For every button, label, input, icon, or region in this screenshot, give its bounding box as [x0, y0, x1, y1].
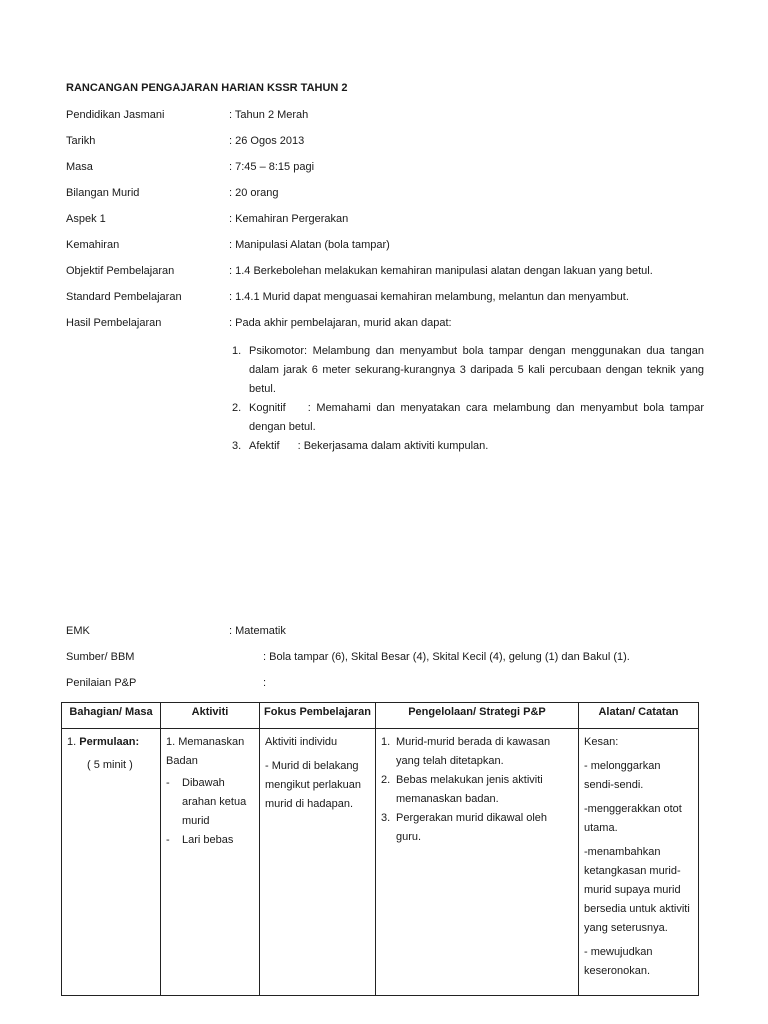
list-item	[230, 437, 704, 456]
note-line: - mewujudkan keseronokan.	[584, 946, 653, 977]
field-row	[66, 291, 726, 307]
note-line: Kesan:	[584, 736, 619, 748]
list-number: 1.	[232, 345, 242, 357]
list-item	[381, 733, 573, 771]
field-label: Sumber/ BBM	[66, 651, 135, 663]
field-row	[66, 187, 726, 203]
part-heading	[67, 733, 155, 752]
list-number: 1.	[381, 736, 391, 748]
list-item	[230, 399, 704, 437]
cell-notes	[579, 729, 699, 996]
strategy-text: Pergerakan murid dikawal oleh guru.	[396, 812, 548, 843]
field-row	[66, 135, 726, 151]
cell-focus	[260, 729, 376, 996]
field-value: : 7:45 – 8:15 pagi	[229, 161, 315, 173]
column-header: Aktiviti	[161, 703, 260, 729]
note-line: -menggerakkan otot utama.	[584, 803, 682, 834]
field-label: Standard Pembelajaran	[66, 291, 182, 303]
field-label: Penilaian P&P	[66, 677, 137, 689]
field-row	[66, 109, 726, 125]
activity-subitem-text: Lari bebas	[182, 834, 234, 846]
outcome-text: Melambung dan menyambut bola tampar dengan menggunakan dua tangan dalam jarak 6 meter sekurang-kurangnya 3 daripada 5 kali percubaan dengan teknik yang betul.	[249, 345, 704, 395]
activity-subitem-text: Dibawah arahan ketua murid	[182, 777, 247, 827]
field-row	[66, 265, 726, 281]
activity-subitem	[166, 831, 254, 850]
outcome-label: Psikomotor:	[249, 345, 308, 357]
field-row	[66, 651, 726, 667]
field-value: : Matematik	[229, 625, 286, 637]
strategy-text: Murid-murid berada di kawasan yang telah ditetapkan.	[396, 736, 551, 767]
field-label: Kemahiran	[66, 239, 120, 251]
focus-line: Aktiviti individu	[265, 736, 338, 748]
dash-marker: -	[166, 777, 170, 789]
field-row	[66, 213, 726, 229]
note-line: - melonggarkan sendi-sendi.	[584, 760, 661, 791]
part-number: 1.	[67, 736, 77, 748]
field-label: Pendidikan Jasmani	[66, 109, 165, 121]
field-value: : 1.4 Berkebolehan melakukan kemahiran manipulasi alatan dengan lakuan yang betul.	[229, 265, 653, 277]
field-row	[66, 625, 726, 641]
field-value: : Bola tampar (6), Skital Besar (4), Skital Kecil (4), gelung (1) dan Bakul (1).	[263, 651, 630, 663]
outcome-label: Kognitif	[249, 402, 286, 414]
field-value: : 20 orang	[229, 187, 279, 199]
field-label: Aspek 1	[66, 213, 106, 225]
field-label: Masa	[66, 161, 93, 173]
learning-outcomes-list	[230, 342, 704, 456]
column-header: Fokus Pembelajaran	[260, 703, 376, 729]
focus-line: - Murid di belakang mengikut perlakuan murid di hadapan.	[265, 760, 362, 810]
outcome-text: : Memahami dan menyatakan cara melambung dan menyambut bola tampar dengan betul.	[249, 402, 704, 433]
strategy-text: Bebas melakukan jenis aktiviti memanaskan badan.	[396, 774, 543, 805]
field-value: :	[263, 677, 267, 689]
cell-strategy	[376, 729, 579, 996]
cell-part	[62, 729, 161, 996]
list-number: 2.	[232, 402, 242, 414]
activity-subitem	[166, 774, 254, 831]
column-header: Alatan/ Catatan	[579, 703, 699, 729]
field-label: Tarikh	[66, 135, 96, 147]
strategy-list	[381, 733, 573, 847]
part-name: Permulaan:	[79, 736, 140, 748]
field-label: Bilangan Murid	[66, 187, 140, 199]
field-value: : Pada akhir pembelajaran, murid akan dapat:	[229, 317, 452, 329]
field-row	[66, 677, 726, 693]
field-value: : 26 Ogos 2013	[229, 135, 305, 147]
list-number: 2.	[381, 774, 391, 786]
field-value: : Kemahiran Pergerakan	[229, 213, 349, 225]
field-label: Hasil Pembelajaran	[66, 317, 162, 329]
dash-marker: -	[166, 834, 170, 846]
field-row	[66, 317, 726, 333]
list-number: 3.	[232, 440, 242, 452]
outcome-label: Afektif	[249, 440, 280, 452]
page-title: RANCANGAN PENGAJARAN HARIAN KSSR TAHUN 2	[66, 82, 348, 94]
field-label: EMK	[66, 625, 90, 637]
table-header-row	[62, 703, 699, 729]
column-header: Pengelolaan/ Strategi P&P	[376, 703, 579, 729]
list-item	[381, 809, 573, 847]
field-label: Objektif Pembelajaran	[66, 265, 175, 277]
field-value: : 1.4.1 Murid dapat menguasai kemahiran melambung, melantun dan menyambut.	[229, 291, 629, 303]
part-time: ( 5 minit )	[87, 759, 133, 771]
activity-main: 1. Memanaskan Badan	[166, 736, 245, 767]
lesson-table	[61, 702, 699, 996]
list-item	[230, 342, 704, 399]
field-value: : Tahun 2 Merah	[229, 109, 309, 121]
field-row	[66, 161, 726, 177]
table-row	[62, 729, 699, 996]
outcome-text: : Bekerjasama dalam aktiviti kumpulan.	[297, 440, 489, 452]
list-item	[381, 771, 573, 809]
cell-activity	[161, 729, 260, 996]
field-row	[66, 239, 726, 255]
field-value: : Manipulasi Alatan (bola tampar)	[229, 239, 390, 251]
list-number: 3.	[381, 812, 391, 824]
note-line: -menambahkan ketangkasan murid-murid supaya murid bersedia untuk aktiviti yang seterusnya.	[584, 846, 690, 934]
column-header: Bahagian/ Masa	[62, 703, 161, 729]
